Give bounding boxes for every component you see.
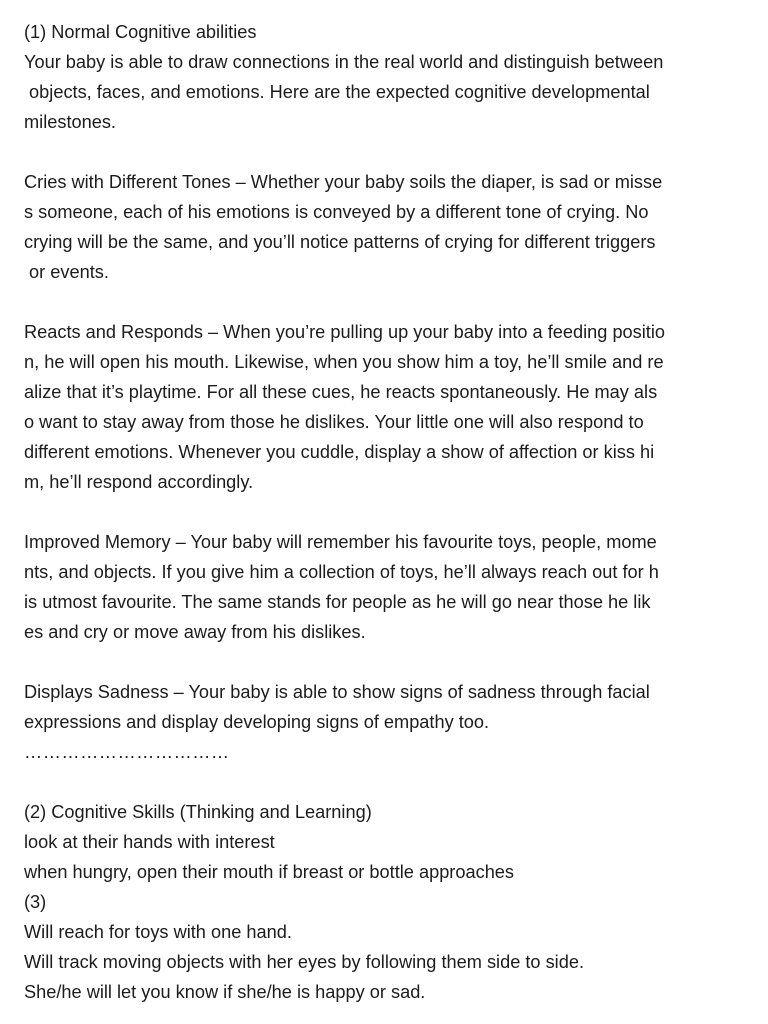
intro-line-2: objects, faces, and emotions. Here are the expected cognitive developmental (24, 82, 650, 102)
cries-paragraph-line-1: Cries with Different Tones – Whether your baby soils the diaper, is sad or misse (24, 172, 663, 192)
sadness-paragraph-line-1: Displays Sadness – Your baby is able to show signs of sadness through facial (24, 682, 650, 702)
intro-line-3: milestones. (24, 112, 116, 132)
sadness-paragraph-line-2: expressions and display developing signs of empathy too. (24, 712, 490, 732)
intro-line-1: Your baby is able to draw connections in the real world and distinguish between (24, 52, 664, 72)
reacts-paragraph-line-3: alize that it’s playtime. For all these cues, he reacts spontaneously. He may als (24, 382, 658, 402)
section-heading-2: (2) Cognitive Skills (Thinking and Learning) (24, 802, 372, 822)
memory-paragraph-line-1: Improved Memory – Your baby will remember his favourite toys, people, mome (24, 532, 657, 552)
skill-line-2: when hungry, open their mouth if breast or bottle approaches (24, 862, 515, 882)
cries-paragraph-line-3: crying will be the same, and you’ll notice patterns of crying for different triggers (24, 232, 656, 252)
skill-line-5: She/he will let you know if she/he is happy or sad. (24, 982, 426, 1002)
skill-line-4: Will track moving objects with her eyes by following them side to side. (24, 952, 585, 972)
reacts-paragraph-line-5: different emotions. Whenever you cuddle, display a show of affection or kiss hi (24, 442, 655, 462)
blank-line (24, 287, 754, 317)
reacts-paragraph-line-1: Reacts and Responds – When you’re pulling up your baby into a feeding positio (24, 322, 666, 342)
cries-paragraph-line-4: or events. (24, 262, 109, 282)
dotted-separator: …………………………… (24, 742, 230, 762)
memory-paragraph-line-3: is utmost favourite. The same stands for people as he will go near those he lik (24, 592, 651, 612)
memory-paragraph-line-2: nts, and objects. If you give him a collection of toys, he’ll always reach out for h (24, 562, 659, 582)
document-body (24, 17, 754, 1007)
blank-line (24, 767, 754, 797)
section-heading-3: (3) (24, 892, 47, 912)
reacts-paragraph-line-6: m, he’ll respond accordingly. (24, 472, 254, 492)
skill-line-3: Will reach for toys with one hand. (24, 922, 292, 942)
memory-paragraph-line-4: es and cry or move away from his dislikes. (24, 622, 366, 642)
blank-line (24, 137, 754, 167)
reacts-paragraph-line-4: o want to stay away from those he dislikes. Your little one will also respond to (24, 412, 644, 432)
blank-line (24, 497, 754, 527)
skill-line-1: look at their hands with interest (24, 832, 275, 852)
blank-line (24, 647, 754, 677)
reacts-paragraph-line-2: n, he will open his mouth. Likewise, when you show him a toy, he’ll smile and re (24, 352, 664, 372)
cries-paragraph-line-2: s someone, each of his emotions is conveyed by a different tone of crying. No (24, 202, 649, 222)
section-heading-1: (1) Normal Cognitive abilities (24, 22, 257, 42)
